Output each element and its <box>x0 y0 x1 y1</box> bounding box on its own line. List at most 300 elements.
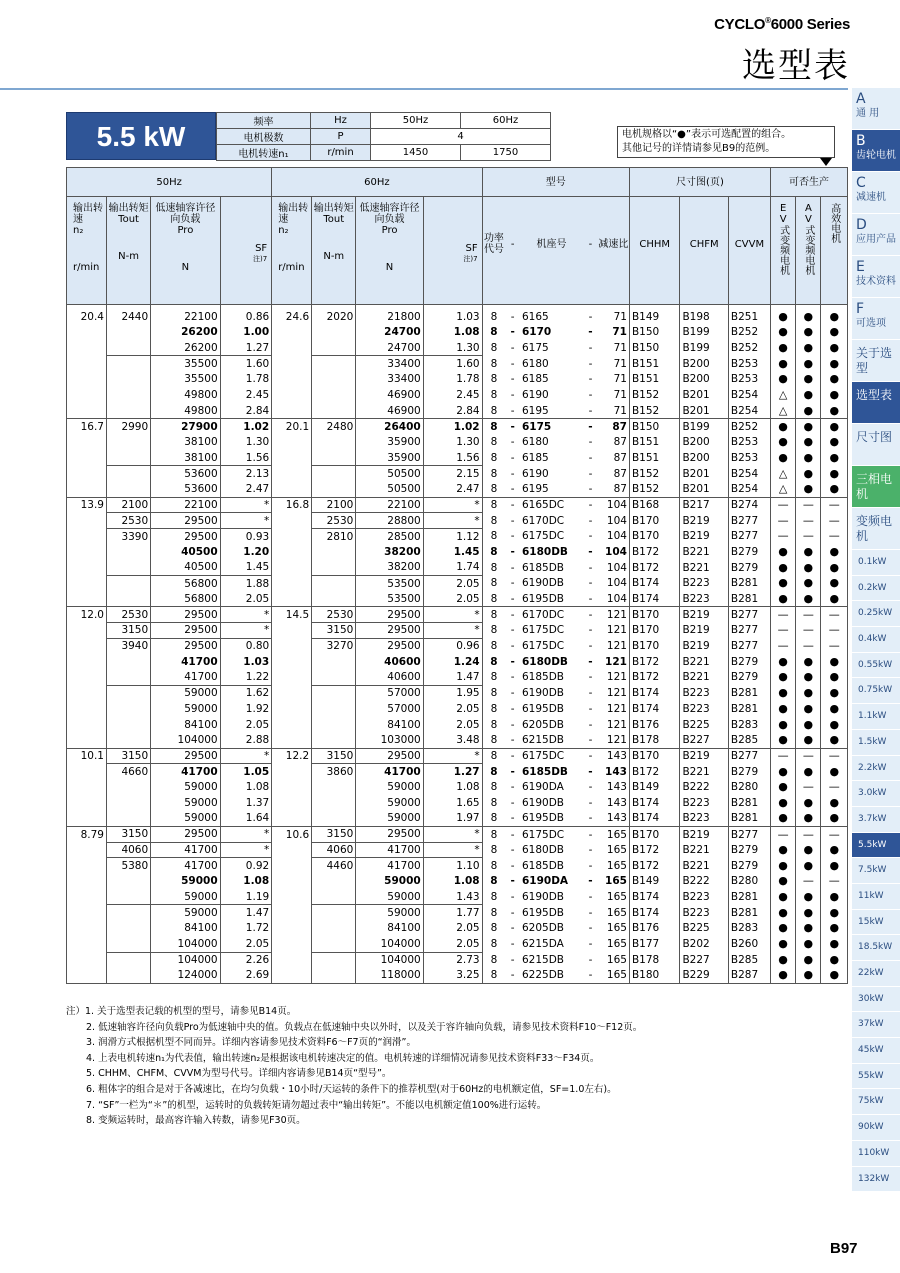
cell-hi: ● <box>821 387 848 403</box>
cell-hi: ● <box>821 419 848 435</box>
cell-rt: 121 <box>598 717 630 733</box>
footnote-line: 7. “SF”一栏为“＊”的机型，运转时的负载转矩请勿超过表中“输出转矩”。不能以电机额定值100%进行运转。 <box>86 1099 547 1111</box>
cell-dash: - <box>510 389 515 402</box>
cell-p6: 46900 <box>356 403 423 419</box>
cell-hi: ● <box>821 450 848 466</box>
cell-c1: B149 <box>629 779 680 795</box>
cell-sf5: 2.84 <box>220 403 272 419</box>
cell-t6 <box>312 670 356 686</box>
sidebar-item-label: 37kW <box>858 1019 884 1030</box>
cell-sf6: * <box>423 842 482 858</box>
cell-c1: B174 <box>629 889 680 905</box>
cell-s6 <box>272 858 312 874</box>
header-model: 型号 <box>482 168 629 197</box>
cell-c3: B277 <box>728 638 770 654</box>
sidebar-item[interactable] <box>852 130 900 172</box>
cell-dash: - <box>510 953 515 966</box>
sidebar-item[interactable] <box>852 730 900 756</box>
triangle-marker-icon <box>820 158 832 166</box>
cell-c2: B221 <box>680 842 728 858</box>
cell-p5: 84100 <box>151 921 220 937</box>
sidebar-item[interactable] <box>852 1038 900 1064</box>
cell-s6 <box>272 560 312 576</box>
cell-p6: 103000 <box>356 732 423 748</box>
cell-c2: B217 <box>680 497 728 513</box>
cell-ev: ● <box>770 419 795 435</box>
cell-t6 <box>312 732 356 748</box>
cell-c3: B279 <box>728 544 770 560</box>
cell-pc: 8 <box>482 795 505 811</box>
cell-p5: 53600 <box>151 481 220 497</box>
cell-sf6: 1.08 <box>423 874 482 890</box>
header-rule <box>0 88 848 90</box>
cell-dash: - <box>588 875 593 888</box>
cell-s5 <box>67 858 107 874</box>
cell-p6: 59000 <box>356 874 423 890</box>
cell-s5: 12.0 <box>67 607 107 623</box>
cell-pc: 8 <box>482 827 505 843</box>
cell-fr: 6185DB <box>521 561 564 574</box>
cell-s6 <box>272 434 312 450</box>
sidebar-item[interactable] <box>852 1064 900 1090</box>
cell-hi: ● <box>821 670 848 686</box>
cell-dash: - <box>505 827 520 843</box>
sidebar-item-label: 90kW <box>858 1122 884 1133</box>
cell-s5 <box>67 889 107 905</box>
cell-dash: - <box>510 326 515 339</box>
cell-s5 <box>67 623 107 639</box>
col-power-code: 功率代号 <box>482 197 505 305</box>
sidebar-item[interactable] <box>852 704 900 730</box>
cell-fr: 6185 <box>521 373 549 386</box>
cell-hi: ● <box>821 717 848 733</box>
cell-c3: B285 <box>728 732 770 748</box>
cell-s5 <box>67 654 107 670</box>
sidebar-item[interactable] <box>852 172 900 214</box>
sidebar-item[interactable] <box>852 1012 900 1038</box>
cell-av: ● <box>796 795 821 811</box>
cell-p5: 29500 <box>151 607 220 623</box>
cell-c2: B223 <box>680 795 728 811</box>
sidebar-item[interactable] <box>852 576 900 602</box>
cell-hi: ● <box>821 466 848 482</box>
cell-p5: 27900 <box>151 419 220 435</box>
cell-sf5: * <box>220 513 272 529</box>
cell-av: — <box>796 638 821 654</box>
cell-c1: B176 <box>629 717 680 733</box>
cell-s6 <box>272 638 312 654</box>
cell-fr: 6215DA <box>521 938 564 951</box>
cell-s6 <box>272 513 312 529</box>
sidebar-item[interactable] <box>852 1089 900 1115</box>
cell-c1: B172 <box>629 858 680 874</box>
sidebar-item[interactable] <box>852 550 900 576</box>
cell-hi: ● <box>821 732 848 748</box>
cell-c3: B281 <box>728 591 770 607</box>
sidebar-item[interactable] <box>852 756 900 782</box>
cell-ev: ● <box>770 858 795 874</box>
cell-c2: B221 <box>680 544 728 560</box>
cell-t6: 3150 <box>312 827 356 843</box>
sidebar-item[interactable] <box>852 1141 900 1167</box>
cell-ev: ● <box>770 685 795 701</box>
cell-hi: ● <box>821 560 848 576</box>
cell-rt: 71 <box>598 387 630 403</box>
cell-c3: B283 <box>728 921 770 937</box>
cell-sf6: 1.95 <box>423 685 482 701</box>
cell-ev: ● <box>770 305 795 325</box>
cell-sf5: * <box>220 497 272 513</box>
cell-c3: B277 <box>728 623 770 639</box>
cell-dash: - <box>588 545 593 558</box>
cell-dash: - <box>588 389 593 402</box>
cell-hi: ● <box>821 764 848 780</box>
cell-pc: 8 <box>482 670 505 686</box>
cell-t6 <box>312 372 356 388</box>
sidebar-item[interactable] <box>852 833 900 859</box>
cell-c1: B149 <box>629 874 680 890</box>
cell-fr: 6195DB <box>521 906 564 919</box>
cell-pc: 8 <box>482 779 505 795</box>
cell-fr: 6190DB <box>521 891 564 904</box>
cell-av: ● <box>796 419 821 435</box>
table-row <box>67 591 848 607</box>
cell-t5: 2440 <box>106 305 150 325</box>
cell-c3: B253 <box>728 356 770 372</box>
cell-t6 <box>312 874 356 890</box>
cell-p5: 35500 <box>151 356 220 372</box>
cell-hi: ● <box>821 936 848 952</box>
cell-rt: 104 <box>598 497 630 513</box>
cell-rt: 121 <box>598 638 630 654</box>
poles-unit: P <box>311 129 371 145</box>
cell-t5 <box>106 685 150 701</box>
cell-t5: 2990 <box>106 419 150 435</box>
cell-t5 <box>106 403 150 419</box>
cell-s5: 10.1 <box>67 748 107 764</box>
cell-sf6: 1.43 <box>423 889 482 905</box>
sidebar-item[interactable] <box>852 466 900 508</box>
cell-s5 <box>67 513 107 529</box>
cell-t6 <box>312 387 356 403</box>
sidebar-item[interactable] <box>852 382 900 424</box>
cell-hi: ● <box>821 858 848 874</box>
poles-value: 4 <box>371 129 551 145</box>
cell-pc: 8 <box>482 842 505 858</box>
cell-ev: ● <box>770 701 795 717</box>
cell-s6 <box>272 842 312 858</box>
cell-c3: B281 <box>728 576 770 592</box>
cell-sf5: 1.08 <box>220 779 272 795</box>
cell-p6: 59000 <box>356 811 423 827</box>
cell-pc: 8 <box>482 325 505 341</box>
cell-p5: 22100 <box>151 305 220 325</box>
cell-rt: 71 <box>598 340 630 356</box>
cell-pc: 8 <box>482 466 505 482</box>
cell-c3: B279 <box>728 560 770 576</box>
cell-av: ● <box>796 403 821 419</box>
cell-dash: - <box>588 844 593 857</box>
sidebar-item[interactable] <box>852 678 900 704</box>
cell-dash: - <box>588 812 593 825</box>
cell-s5 <box>67 544 107 560</box>
cell-sf5: 0.92 <box>220 858 272 874</box>
cell-s5 <box>67 670 107 686</box>
sidebar-item-label: 7.5kW <box>858 865 887 876</box>
table-row <box>67 325 848 341</box>
cell-t6 <box>312 466 356 482</box>
cell-rt: 165 <box>598 858 630 874</box>
cell-c3: B253 <box>728 434 770 450</box>
cell-p5: 104000 <box>151 936 220 952</box>
cell-pc: 8 <box>482 623 505 639</box>
cell-s6 <box>272 779 312 795</box>
cell-fr: 6185DB <box>521 671 564 684</box>
cell-fr: 6185 <box>521 451 549 464</box>
cell-c2: B200 <box>680 434 728 450</box>
cell-s6 <box>272 764 312 780</box>
sidebar-item[interactable] <box>852 858 900 884</box>
sidebar-item[interactable] <box>852 935 900 961</box>
cell-t5 <box>106 779 150 795</box>
sidebar-item[interactable] <box>852 214 900 256</box>
cell-c2: B201 <box>680 403 728 419</box>
legend-note-line: 其他记号的详情请参见B9的范例。 <box>622 143 776 154</box>
cell-s5 <box>67 764 107 780</box>
cell-c1: B150 <box>629 325 680 341</box>
cell-fr: 6195DB <box>521 702 564 715</box>
sidebar-item-label: 减速机 <box>856 192 886 203</box>
cell-hi: ● <box>821 685 848 701</box>
cell-t6: 4060 <box>312 842 356 858</box>
cell-t6 <box>312 701 356 717</box>
cell-c2: B201 <box>680 481 728 497</box>
table-row <box>67 921 848 937</box>
cell-pc: 8 <box>482 607 505 623</box>
cell-dash: - <box>588 906 593 919</box>
cell-c3: B251 <box>728 305 770 325</box>
cell-hi: ● <box>821 434 848 450</box>
sidebar-item[interactable] <box>852 256 900 298</box>
cell-p5: 49800 <box>151 387 220 403</box>
cell-p6: 57000 <box>356 685 423 701</box>
sidebar-item[interactable] <box>852 1167 900 1193</box>
cell-hi: ● <box>821 842 848 858</box>
header-50hz: 50Hz <box>67 168 272 197</box>
sidebar-item-label: 45kW <box>858 1045 884 1056</box>
sidebar-item[interactable] <box>852 298 900 340</box>
cell-c2: B227 <box>680 952 728 968</box>
table-row <box>67 748 848 764</box>
cell-av: — <box>796 513 821 529</box>
cell-c2: B225 <box>680 717 728 733</box>
cell-hi: — <box>821 513 848 529</box>
sidebar-item[interactable] <box>852 884 900 910</box>
sidebar-item[interactable] <box>852 807 900 833</box>
table-row <box>67 717 848 733</box>
cell-sf6: 1.30 <box>423 340 482 356</box>
cell-s5 <box>67 701 107 717</box>
cell-av: ● <box>796 325 821 341</box>
sidebar-letter: E <box>856 259 865 275</box>
table-row <box>67 576 848 592</box>
sidebar-item[interactable] <box>852 601 900 627</box>
cell-sf6: * <box>423 623 482 639</box>
footnotes <box>66 1004 836 1129</box>
sidebar-item[interactable] <box>852 987 900 1013</box>
table-row <box>67 419 848 435</box>
table-row <box>67 779 848 795</box>
sidebar-item[interactable] <box>852 781 900 807</box>
cell-t6 <box>312 811 356 827</box>
cell-sf5: 2.05 <box>220 717 272 733</box>
cell-ev: ● <box>770 842 795 858</box>
sidebar-item[interactable] <box>852 424 900 466</box>
cell-t6 <box>312 654 356 670</box>
cell-rt: 121 <box>598 670 630 686</box>
cell-hi: ● <box>821 305 848 325</box>
col-ev-motor: EV式变频电机 <box>770 197 795 305</box>
cell-c1: B174 <box>629 795 680 811</box>
cell-t5: 4660 <box>106 764 150 780</box>
cell-s5 <box>67 685 107 701</box>
cell-hi: ● <box>821 795 848 811</box>
cell-p6: 38200 <box>356 544 423 560</box>
cell-dash: - <box>588 655 593 668</box>
cell-c1: B149 <box>629 305 680 325</box>
cell-pc: 8 <box>482 968 505 984</box>
cell-t6 <box>312 779 356 795</box>
cell-sf5: 2.26 <box>220 952 272 968</box>
cell-c2: B219 <box>680 748 728 764</box>
cell-sf5: 0.86 <box>220 305 272 325</box>
cell-s5 <box>67 434 107 450</box>
cell-s6 <box>272 905 312 921</box>
cell-c1: B170 <box>629 623 680 639</box>
sidebar-item-label: 通 用 <box>856 108 880 119</box>
table-row <box>67 732 848 748</box>
cell-dash: - <box>510 436 515 449</box>
cell-c3: B254 <box>728 403 770 419</box>
cell-c2: B219 <box>680 607 728 623</box>
cell-c3: B279 <box>728 858 770 874</box>
cell-c2: B221 <box>680 764 728 780</box>
sidebar-item[interactable] <box>852 627 900 653</box>
cell-s6 <box>272 685 312 701</box>
cell-pc: 8 <box>482 936 505 952</box>
sidebar-item[interactable] <box>852 961 900 987</box>
cell-pc: 8 <box>482 905 505 921</box>
cell-dash: - <box>510 906 515 919</box>
cell-hi: — <box>821 748 848 764</box>
cell-ev: — <box>770 638 795 654</box>
cell-rt: 121 <box>598 654 630 670</box>
cell-rt: 71 <box>598 403 630 419</box>
sidebar-item[interactable] <box>852 1115 900 1141</box>
cell-c3: B253 <box>728 450 770 466</box>
series-title: CYCLO®6000 Series <box>714 16 850 33</box>
cell-p6: 50500 <box>356 481 423 497</box>
cell-c1: B150 <box>629 419 680 435</box>
sidebar-item-label: 1.5kW <box>858 736 887 747</box>
cell-p6: 35900 <box>356 450 423 466</box>
cell-t5 <box>106 921 150 937</box>
cell-rt: 165 <box>598 952 630 968</box>
cell-s6 <box>272 325 312 341</box>
cell-ev: ● <box>770 717 795 733</box>
cell-hi: ● <box>821 905 848 921</box>
cell-s5 <box>67 528 107 544</box>
footnote-line: 8. 变频运转时，最高容许输入转数，请参见F30页。 <box>86 1115 306 1127</box>
sidebar-item[interactable] <box>852 653 900 679</box>
cell-rt: 104 <box>598 576 630 592</box>
cell-sf6: 1.74 <box>423 560 482 576</box>
cell-sf5: 1.05 <box>220 764 272 780</box>
sidebar-item-label: 30kW <box>858 993 884 1004</box>
cell-dash: - <box>588 373 593 386</box>
cell-c2: B223 <box>680 811 728 827</box>
sidebar-item-label: 15kW <box>858 916 884 927</box>
cell-c3: B281 <box>728 811 770 827</box>
sidebar-item[interactable] <box>852 508 900 550</box>
cell-sf6: 2.84 <box>423 403 482 419</box>
cell-p6: 53500 <box>356 591 423 607</box>
cell-dash: - <box>588 514 593 527</box>
cell-t5 <box>106 717 150 733</box>
cell-rt: 165 <box>598 874 630 890</box>
cell-ev: — <box>770 528 795 544</box>
cell-sf6: 2.47 <box>423 481 482 497</box>
cell-c3: B260 <box>728 936 770 952</box>
cell-dash: - <box>588 357 593 370</box>
cell-fr: 6190 <box>521 467 549 480</box>
cell-c3: B279 <box>728 842 770 858</box>
cell-c2: B200 <box>680 372 728 388</box>
sidebar-item[interactable] <box>852 340 900 382</box>
cell-c1: B178 <box>629 732 680 748</box>
table-row <box>67 670 848 686</box>
cell-av: — <box>796 497 821 513</box>
cell-rt: 104 <box>598 560 630 576</box>
cell-dash: - <box>588 342 593 355</box>
cell-dash: - <box>588 796 593 809</box>
cell-sf6: 2.45 <box>423 387 482 403</box>
table-row <box>67 764 848 780</box>
sidebar-item[interactable] <box>852 88 900 130</box>
cell-t5 <box>106 591 150 607</box>
cell-c1: B170 <box>629 748 680 764</box>
cell-rt: 165 <box>598 827 630 843</box>
cell-p6: 104000 <box>356 936 423 952</box>
cell-c2: B219 <box>680 528 728 544</box>
cell-sf5: 1.62 <box>220 685 272 701</box>
cell-pc: 8 <box>482 356 505 372</box>
cell-sf6: * <box>423 827 482 843</box>
cell-c1: B151 <box>629 450 680 466</box>
sidebar-letter: B <box>856 133 866 149</box>
cell-p5: 29500 <box>151 623 220 639</box>
cell-sf6: 1.12 <box>423 528 482 544</box>
cell-c3: B277 <box>728 827 770 843</box>
cell-t5 <box>106 434 150 450</box>
cell-c2: B223 <box>680 889 728 905</box>
cell-dash: - <box>510 891 515 904</box>
footnote-line: 4. 上表电机转速n₁为代表值，输出转速n₂是根据该电机转速决定的值。电机转速的详细情况请参见技术资料F33～F34页。 <box>86 1052 600 1064</box>
cell-pc: 8 <box>482 701 505 717</box>
cell-dash: - <box>505 607 520 623</box>
cell-hi: — <box>821 623 848 639</box>
sidebar-item[interactable] <box>852 910 900 936</box>
